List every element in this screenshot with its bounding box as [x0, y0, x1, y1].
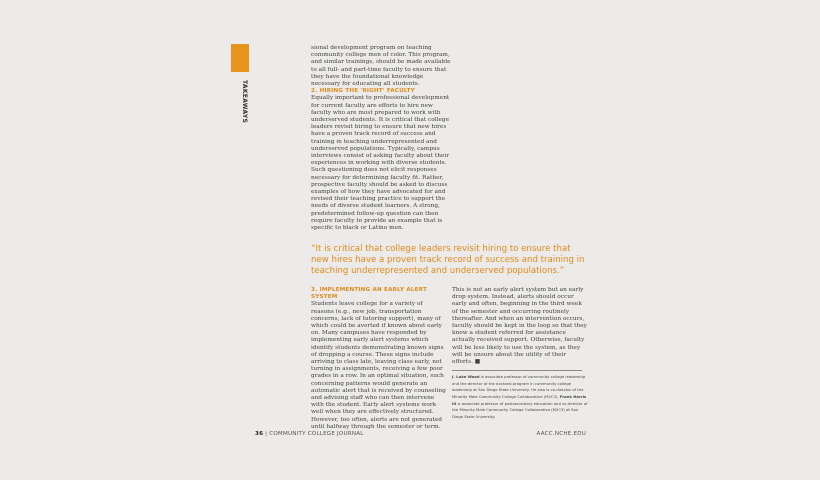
early-alert-paragraph: Students leave college for a variety of reasons (e.g., new job, transportation concerns, lack of tutoring support), many of which could be averted if known about early on. Many campuses have responded by implementing early alert systems which identify students demonstrating known signs of dropping a course. These signs include arriving to class late, leaving class early, not turning in assignments, receiving a few poor grades in a row. In an optimal situation, such concerning patterns would generate an automatic alert that is received by counseling and advising staff who can then intervene with the student. Early alert systems work well when they are effectively structured. However, too often, alerts are not generated until halfway through the semester or term. — [311, 301, 446, 430]
footer-url: AACC.NCHE.EDU — [536, 431, 586, 437]
section-tab-marker — [231, 44, 249, 72]
column-3 — [452, 287, 588, 420]
journal-name: | COMMUNITY COLLEGE JOURNAL — [263, 431, 364, 437]
author-bio-2: is associate professor of postsecondary education and co-director of the Minority Male Community College Collaborative (M2C3) at San Diego State University. — [452, 400, 588, 419]
intro-paragraph: sional development program on teaching community college men of color. This program, and similar trainings, should be made available to all full- and part-time faculty to ensure that they have the foundational knowledge necessary for educating all students. — [311, 45, 451, 88]
author-name-2: Frank Harris III — [452, 394, 587, 406]
bio-divider — [452, 370, 582, 371]
early-drop-paragraph: This is not an early alert system but an early drop system. Instead, alerts should occur early and often, beginning in the third week of the semester and occurring routinely thereafter. And when an intervention occurs, faculty should be kept in the loop so that they know a student referred for assistance actually received support. Otherwise, faculty will be less likely to use the system, as they will be unsure about the utility of their efforts. ■ — [452, 287, 587, 366]
footer-journal — [255, 431, 364, 437]
column-2 — [311, 287, 447, 431]
author-bio — [452, 374, 588, 420]
pull-quote: “It is critical that college leaders revisit hiring to ensure that new hires have a proven track record of success and training in teaching underrepresented and underserved populations.” — [311, 244, 585, 276]
column-1 — [311, 45, 451, 232]
heading-hiring-faculty: 2. HIRING THE 'RIGHT' FACULTY — [311, 88, 415, 95]
page-number: 36 — [255, 431, 264, 437]
section-tab-label: TAKEAWAYS — [241, 80, 248, 124]
heading-early-alert: 3. IMPLEMENTING AN EARLY ALERT SYSTEM — [311, 287, 427, 301]
hiring-paragraph: Equally important to professional development for current faculty are efforts to hire new faculty who are most prepared to work with underserved students. It is critical that college leaders revisit hiring to ensure that new hires have a proven track record of success and training in teaching underrepresented and underserved populations. Typically, campus interviews consist of asking faculty about their experiences in working with diverse students. Such questioning does not elicit responses necessary for determining faculty fit. Rather, prospective faculty should be asked to discuss examples of how they have advocated for and revised their teaching practice to support the needs of diverse student learners. A strong, predetermined follow-up question can then require faculty to provide an example that is specific to black or Latino men. — [311, 95, 450, 232]
author-name-1: J. Luke Wood — [452, 374, 480, 380]
author-bio-1: is associate professor of community college leadership and the director of the doctoral program in community college leadership at San Diego State University. He also is co-director of the Minority Male Community College Collaborative (M2C3). — [452, 374, 586, 400]
